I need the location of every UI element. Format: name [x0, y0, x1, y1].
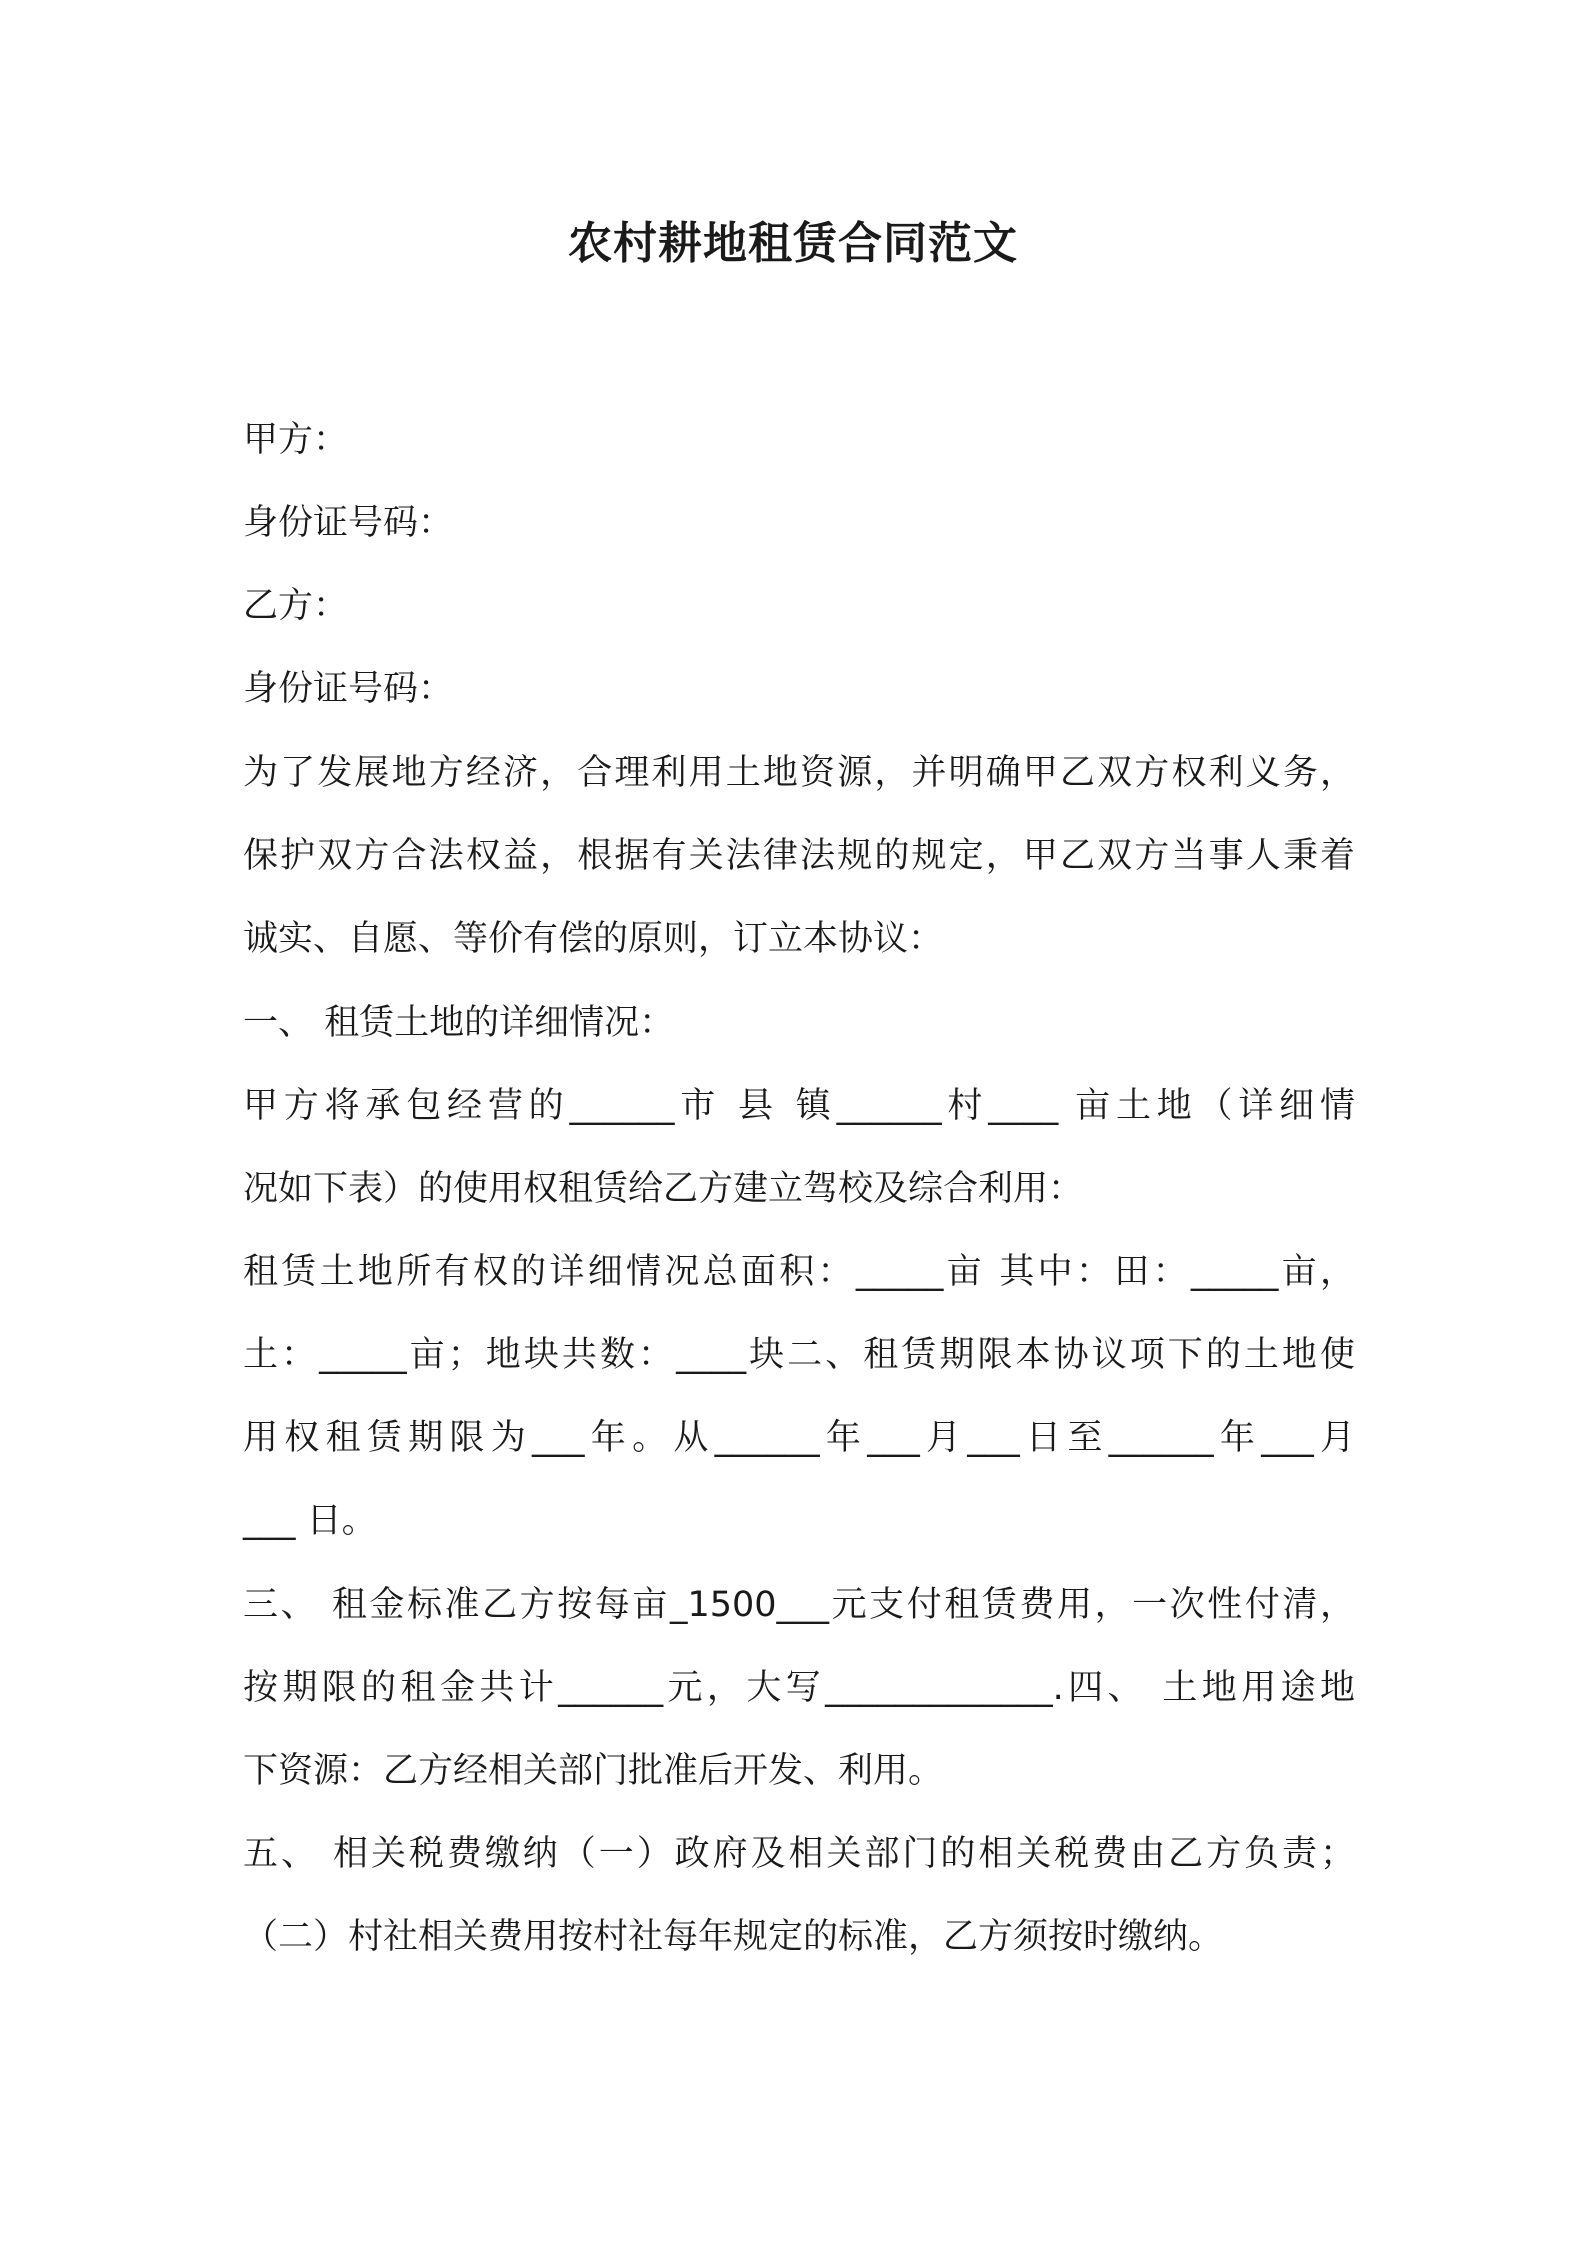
party-b-id-label: 身份证号码： — [243, 669, 454, 709]
preamble-line-1: 为了发展地方经济，合理利用土地资源，并明确甲乙双方权利义务， — [243, 753, 1355, 793]
section-1-heading: 一、 租赁土地的详细情况： — [243, 1003, 675, 1043]
section-2-line-3: ___ 日。 — [243, 1501, 377, 1541]
section-3-line-2: 按期限的租金共计______元，大写_____________.四、 土地用途地 — [243, 1668, 1355, 1708]
party-b-label: 乙方： — [243, 586, 349, 626]
section-1-line-1: 甲方将承包经营的______市 县 镇______村____ 亩土地（详细情 — [243, 1086, 1355, 1126]
document-title: 农村耕地租赁合同范文 — [568, 218, 1018, 269]
section-2-line-1: 土：_____亩；地块共数：____块二、租赁期限本协议项下的土地使 — [243, 1335, 1355, 1375]
section-5-line-1: 五、 相关税费缴纳（一）政府及相关部门的相关税费由乙方负责； — [243, 1834, 1355, 1874]
preamble-line-3: 诚实、自愿、等价有偿的原则，订立本协议： — [243, 919, 944, 959]
section-4-line: 下资源：乙方经相关部门批准后开发、利用。 — [243, 1751, 944, 1791]
section-2-line-2: 用权租赁期限为___年。从______年___月___日至______年___月 — [243, 1418, 1355, 1458]
party-a-id-label: 身份证号码： — [243, 503, 454, 543]
section-3-line-1: 三、 租金标准乙方按每亩_1500___元支付租赁费用，一次性付清， — [243, 1585, 1355, 1625]
section-1-line-2: 况如下表）的使用权租赁给乙方建立驾校及综合利用： — [243, 1169, 1084, 1209]
preamble-line-2: 保护双方合法权益，根据有关法律法规的规定，甲乙双方当事人秉着 — [243, 836, 1355, 876]
section-5-line-2: （二）村社相关费用按村社每年规定的标准，乙方须按时缴纳。 — [243, 1917, 1224, 1957]
party-a-label: 甲方： — [243, 420, 349, 460]
section-1-line-3: 租赁土地所有权的详细情况总面积：_____亩 其中：田：_____亩， — [243, 1252, 1355, 1292]
